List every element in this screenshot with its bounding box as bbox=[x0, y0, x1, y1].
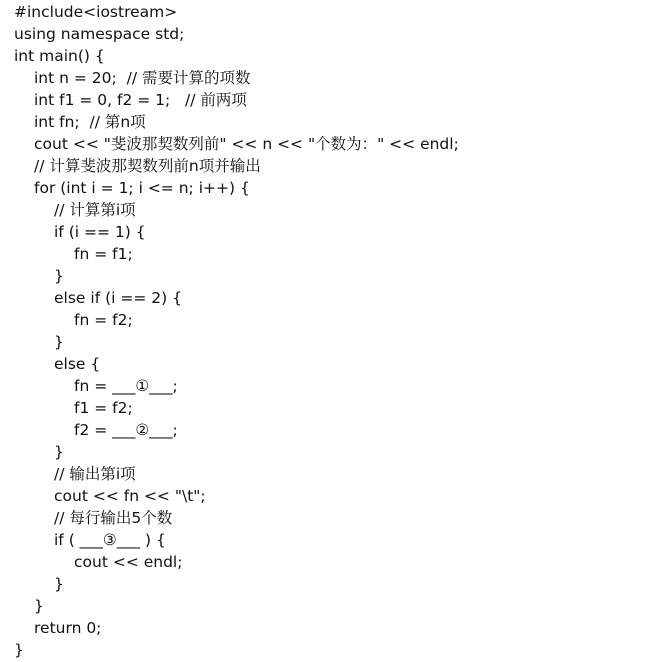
code-line: // 计算第i项 bbox=[54, 201, 136, 219]
code-line: cout << endl; bbox=[74, 553, 183, 571]
code-line: } bbox=[54, 575, 64, 593]
code-line: } bbox=[54, 267, 64, 285]
code-line: // 输出第i项 bbox=[54, 465, 136, 483]
code-line: using namespace std; bbox=[14, 25, 185, 43]
code-line: cout << fn << "\t"; bbox=[54, 487, 206, 505]
code-line: } bbox=[54, 333, 64, 351]
code-line: // 每行输出5个数 bbox=[54, 509, 173, 527]
code-line: } bbox=[54, 443, 64, 461]
code-line: int main() { bbox=[14, 47, 105, 65]
code-line: // 计算斐波那契数列前n项并输出 bbox=[34, 157, 261, 175]
code-line: } bbox=[14, 641, 24, 659]
code-line: cout << "斐波那契数列前" << n << "个数为：" << endl; bbox=[34, 135, 459, 153]
code-line-blank-2: f2 = ___②___; bbox=[74, 421, 178, 439]
code-line-blank-3: if ( ___③___ ) { bbox=[54, 531, 166, 549]
code-line: for (int i = 1; i <= n; i++) { bbox=[34, 179, 250, 197]
code-line: #include<iostream> bbox=[14, 3, 178, 21]
code-line: return 0; bbox=[34, 619, 102, 637]
code-line: int fn; // 第n项 bbox=[34, 113, 146, 131]
code-line: if (i == 1) { bbox=[54, 223, 146, 241]
code-line: } bbox=[34, 597, 44, 615]
code-line: f1 = f2; bbox=[74, 399, 133, 417]
code-line-blank-1: fn = ___①___; bbox=[74, 377, 178, 395]
code-line: else { bbox=[54, 355, 101, 373]
code-line: fn = f2; bbox=[74, 311, 133, 329]
code-listing bbox=[14, 1, 639, 661]
code-line: int n = 20; // 需要计算的项数 bbox=[34, 69, 251, 87]
code-line: else if (i == 2) { bbox=[54, 289, 182, 307]
code-line: int f1 = 0, f2 = 1; // 前两项 bbox=[34, 91, 247, 109]
code-line: fn = f1; bbox=[74, 245, 133, 263]
